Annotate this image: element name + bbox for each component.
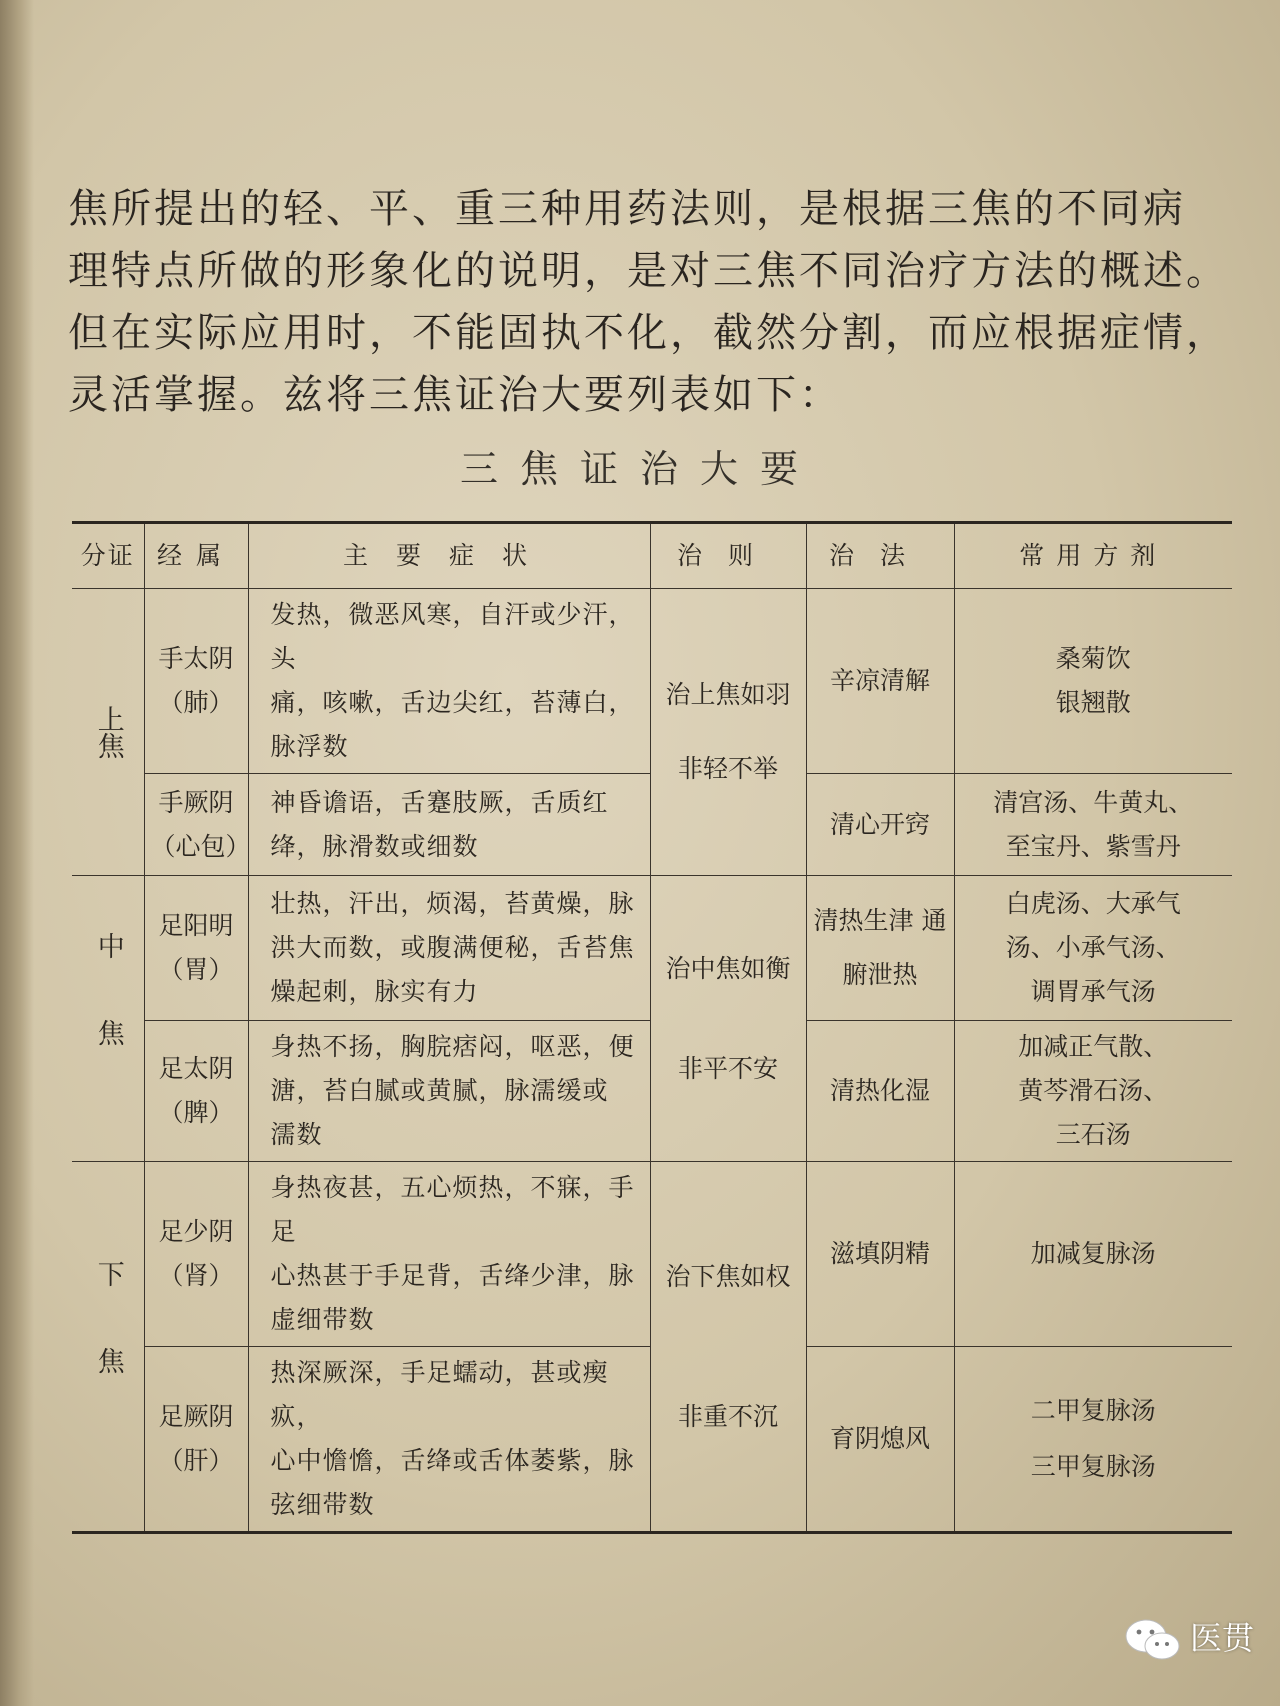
table-title: 三焦证治大要 — [459, 447, 820, 491]
formula-line: 三石汤 — [1055, 1120, 1131, 1149]
principle-line: 非轻不举 — [677, 754, 778, 783]
formula-line: 黄芩滑石汤、 — [1018, 1076, 1169, 1105]
meridian-cell — [144, 1162, 248, 1347]
symptom-line: 热深厥深，手足蠕动，甚或瘈疭， — [270, 1358, 609, 1431]
meridian-organ: （胃） — [158, 955, 234, 984]
principle-cell — [650, 589, 806, 876]
formula-line: 桑菊饮 — [1055, 644, 1131, 673]
table-row — [72, 1162, 1232, 1347]
division-cell: 中焦 — [72, 876, 144, 1162]
meridian-cell — [144, 589, 248, 774]
meridian-cell — [144, 876, 248, 1021]
formula-line: 白虎汤、大承气 — [1005, 889, 1181, 918]
symptom-line: 虚细带数 — [270, 1305, 375, 1334]
principle-line: 治上焦如羽 — [665, 680, 791, 709]
symptom-line: 痛，咳嗽，舌边尖红，苔薄白，脉浮数 — [270, 688, 635, 761]
formula-line: 二甲复脉汤 — [1030, 1396, 1156, 1425]
method-cell: 育阴熄风 — [806, 1347, 954, 1533]
formula-line: 三甲复脉汤 — [1030, 1452, 1156, 1481]
wechat-icon — [1124, 1618, 1182, 1662]
symptom-line: 洪大而数，或腹满便秘，舌苔焦 — [270, 933, 635, 962]
header-meridian: 经属 — [144, 523, 248, 589]
meridian-organ: （肝） — [158, 1446, 234, 1475]
method-cell: 清热生津 通腑泄热 — [806, 876, 954, 1021]
symptom-line: 发热，微恶风寒，自汗或少汗，头 — [270, 600, 635, 673]
symptom-line: 神昏谵语，舌蹇肢厥，舌质红 — [270, 787, 609, 817]
meridian-organ: （肺） — [158, 688, 234, 717]
symptom-line: 身热不扬，胸脘痞闷，呕恶，便 — [270, 1032, 635, 1061]
intro-line: 理特点所做的形象化的说明，是对三焦不同治疗方法的概述。 — [68, 248, 1229, 294]
meridian-organ: （肾） — [158, 1261, 234, 1290]
symptom-line: 燥起刺，脉实有力 — [270, 977, 479, 1006]
division-cell: 下焦 — [72, 1162, 144, 1533]
formula-line: 汤、小承气汤、 — [1005, 933, 1181, 962]
table-header-row — [72, 523, 1232, 589]
method-cell: 辛凉清解 — [806, 589, 954, 774]
formula-cell — [954, 876, 1232, 1021]
formula-line: 加减正气散、 — [1018, 1032, 1169, 1061]
page-edge-shadow — [0, 0, 34, 1706]
meridian-name: 手厥阴 — [158, 787, 234, 817]
table-row — [72, 876, 1232, 1021]
symptom-line: 心热甚于手足背，舌绛少津，脉 — [270, 1261, 635, 1290]
intro-line: 但在实际应用时，不能固执不化，截然分割，而应根据症情， — [68, 310, 1229, 356]
symptom-cell — [248, 589, 650, 774]
formula-line: 至宝丹、紫雪丹 — [1005, 831, 1181, 861]
principle-line: 非平不安 — [677, 1053, 778, 1083]
symptom-line: 心中憺憺，舌绛或舌体萎紫，脉 — [270, 1446, 635, 1475]
meridian-name: 足阳明 — [158, 911, 234, 940]
symptom-cell — [248, 774, 650, 876]
formula-line: 调胃承气汤 — [1030, 977, 1156, 1006]
header-division: 分证 — [72, 523, 144, 589]
header-formulas: 常用方剂 — [954, 523, 1232, 589]
formula-cell — [954, 1021, 1232, 1162]
header-principle: 治则 — [650, 523, 806, 589]
table-row — [72, 589, 1232, 774]
symptom-line: 身热夜甚，五心烦热，不寐，手足 — [270, 1173, 635, 1246]
symptom-cell — [248, 1347, 650, 1533]
symptom-line: 壮热，汗出，烦渴，苔黄燥，脉 — [270, 889, 635, 918]
method-cell: 清心开窍 — [806, 774, 954, 876]
meridian-cell — [144, 1347, 248, 1533]
symptom-line: 弦细带数 — [270, 1490, 375, 1519]
symptom-line: 溏，苔白腻或黄腻，脉濡缓或 — [270, 1076, 609, 1105]
principle-line: 非重不沉 — [677, 1401, 778, 1431]
header-symptoms: 主要症状 — [248, 523, 650, 589]
meridian-organ: （心包） — [150, 831, 251, 861]
formula-line: 清宫汤、牛黄丸、 — [993, 787, 1194, 817]
formula-cell — [954, 1162, 1232, 1347]
division-cell: 上焦 — [72, 589, 144, 876]
meridian-cell — [144, 774, 251, 876]
symptom-line: 濡数 — [270, 1120, 323, 1149]
formula-line: 加减复脉汤 — [1030, 1239, 1156, 1268]
meridian-organ: （脾） — [158, 1098, 234, 1127]
formula-cell — [954, 774, 1232, 876]
meridian-name: 足厥阴 — [158, 1402, 234, 1431]
meridian-name: 足太阴 — [158, 1054, 234, 1083]
symptom-cell — [248, 876, 650, 1021]
sanjiao-table — [72, 521, 1232, 1534]
meridian-cell — [144, 1021, 248, 1162]
principle-cell — [650, 1162, 806, 1533]
method-cell: 清热化湿 — [806, 1021, 954, 1162]
symptom-cell — [248, 1162, 650, 1347]
intro-line: 灵活掌握。兹将三焦证治大要列表如下： — [68, 372, 842, 418]
header-method: 治法 — [806, 523, 954, 589]
intro-line: 焦所提出的轻、平、重三种用药法则，是根据三焦的不同病 — [68, 186, 1186, 232]
meridian-name: 手太阴 — [158, 644, 234, 673]
symptom-line: 绛，脉滑数或细数 — [270, 831, 479, 861]
symptom-cell — [248, 1021, 650, 1162]
watermark-label: 医贯 — [1190, 1619, 1255, 1657]
formula-line: 银翘散 — [1055, 688, 1131, 717]
method-cell: 滋填阴精 — [806, 1162, 954, 1347]
principle-cell — [650, 876, 806, 1162]
formula-cell — [954, 1347, 1232, 1533]
principle-line: 治下焦如权 — [665, 1261, 791, 1291]
meridian-name: 足少阴 — [158, 1217, 234, 1246]
principle-line: 治中焦如衡 — [665, 953, 791, 983]
formula-cell — [954, 589, 1232, 774]
intro-paragraph — [68, 178, 1229, 426]
